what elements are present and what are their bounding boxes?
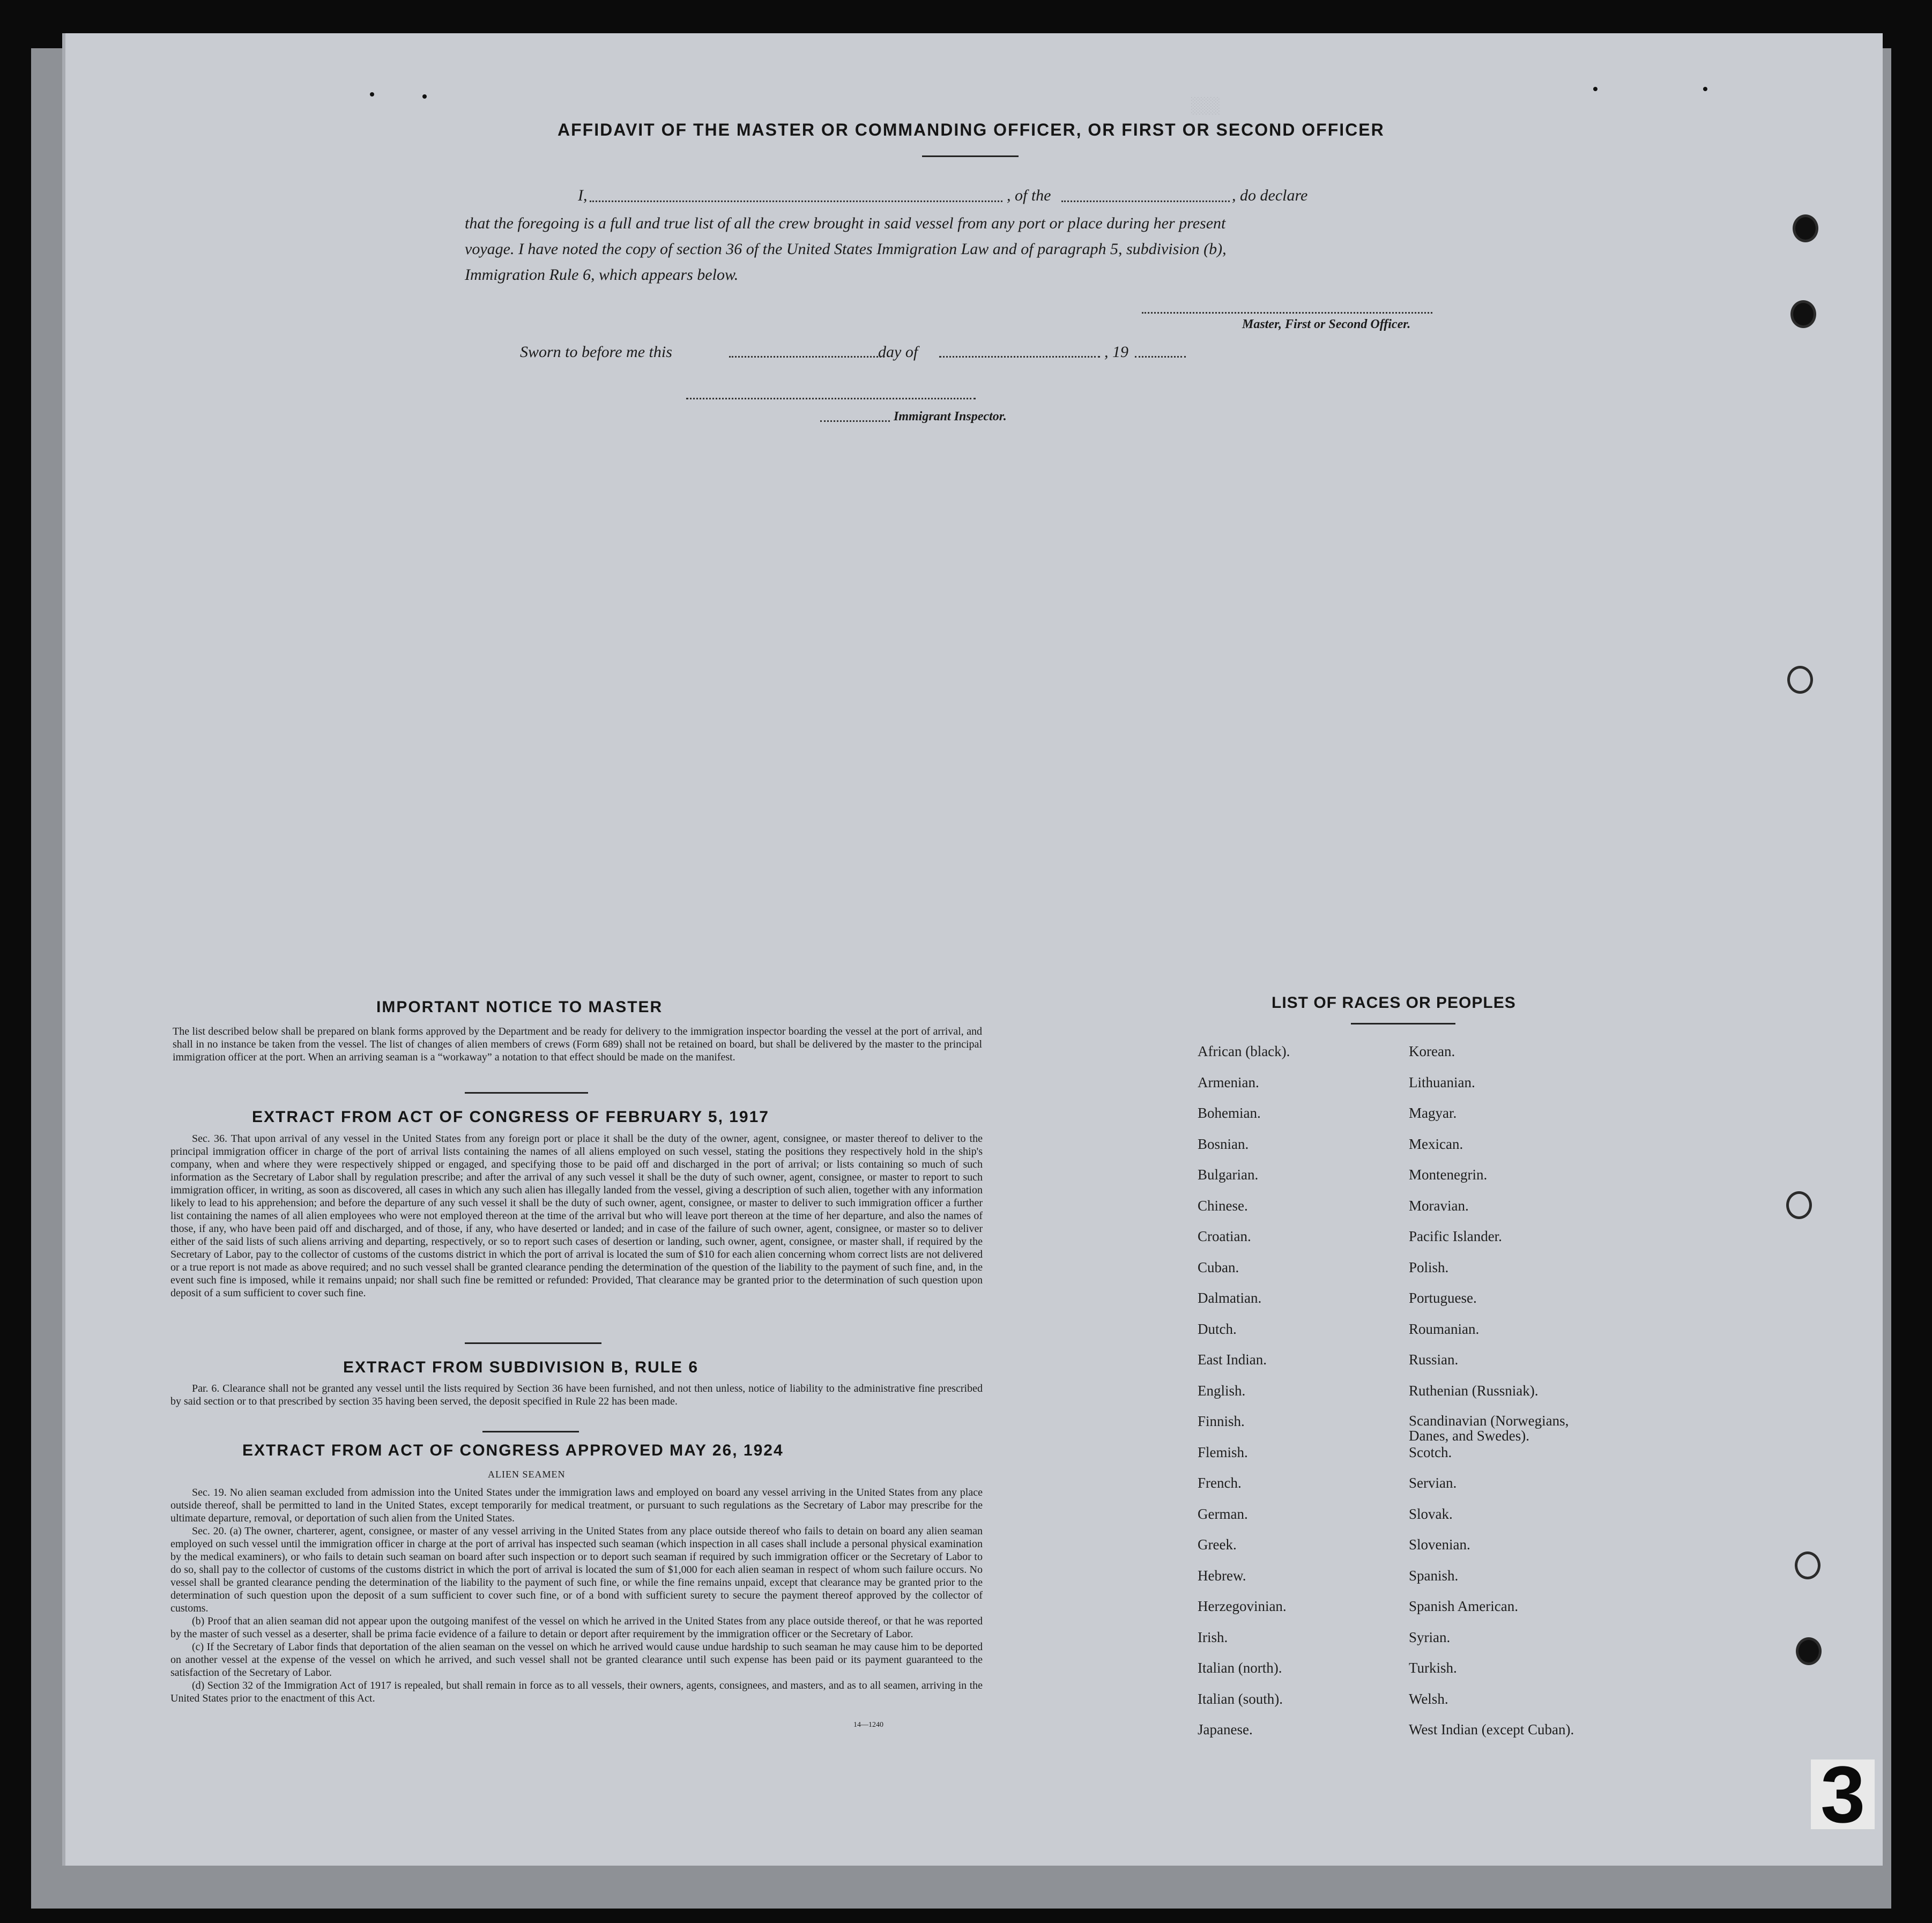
do-declare-label: , do declare bbox=[1232, 187, 1308, 204]
race-item: Magyar. bbox=[1409, 1105, 1457, 1121]
name-field[interactable] bbox=[590, 201, 1002, 202]
day-of-label: day of bbox=[878, 343, 918, 361]
race-item: Finnish. bbox=[1198, 1413, 1245, 1429]
vessel-field[interactable] bbox=[1061, 201, 1230, 202]
race-item: Turkish. bbox=[1409, 1660, 1457, 1676]
race-item: Armenian. bbox=[1198, 1074, 1259, 1090]
race-item: English. bbox=[1198, 1382, 1246, 1399]
page-number: 3 bbox=[1811, 1759, 1875, 1829]
race-item: Bulgarian. bbox=[1198, 1167, 1259, 1183]
race-item: Japanese. bbox=[1198, 1721, 1253, 1738]
extract-rule6-body: Par. 6. Clearance shall not be granted any vessel until the lists required by Section 36 have been furnished, and not then unless, notice of liability to the administrative fine prescribed by said section or to that prescribed by section 35 having been served, the deposit specified in Rule 22 has been made. bbox=[170, 1383, 983, 1407]
extract-1917-rule bbox=[465, 1342, 601, 1344]
sworn-year-field[interactable] bbox=[1135, 356, 1186, 358]
inspector-lead-line bbox=[820, 420, 890, 422]
race-item: Croatian. bbox=[1198, 1228, 1251, 1244]
race-item: East Indian. bbox=[1198, 1352, 1267, 1368]
ink-speck bbox=[370, 92, 374, 96]
inspector-caption: Immigrant Inspector. bbox=[894, 410, 1007, 424]
race-item: Scandinavian (Norwegians, Danes, and Swedes). bbox=[1409, 1413, 1569, 1444]
extract-1924-subtitle: ALIEN SEAMEN bbox=[488, 1469, 566, 1480]
sworn-day-field[interactable] bbox=[729, 356, 885, 358]
inspector-signature-field[interactable] bbox=[686, 398, 976, 399]
race-item: African (black). bbox=[1198, 1043, 1290, 1059]
notice-body: The list described below shall be prepared on blank forms approved by the Department and be ready for delivery to the immigration inspector boarding the vessel at the port of arrival, and shall in no instance be taken from the vessel. The list of changes of alien members of crews (Form 689) shall not be retained on board, but shall be delivered by the master to the principal immigration officer at the port. When an arriving seaman is a “workaway” a notation to that effect should be made on the manifest. bbox=[173, 1026, 982, 1063]
race-item: Slovenian. bbox=[1409, 1536, 1470, 1553]
binder-hole bbox=[1786, 1191, 1812, 1219]
race-item: French. bbox=[1198, 1475, 1242, 1491]
race-item: Russian. bbox=[1409, 1352, 1459, 1368]
race-item: Italian (south). bbox=[1198, 1690, 1283, 1707]
race-item: Irish. bbox=[1198, 1629, 1228, 1645]
race-item: Italian (north). bbox=[1198, 1660, 1282, 1676]
race-item: Herzegovinian. bbox=[1198, 1598, 1287, 1614]
race-item: Greek. bbox=[1198, 1536, 1237, 1553]
race-item: Servian. bbox=[1409, 1475, 1457, 1491]
extract-1917-title: EXTRACT FROM ACT OF CONGRESS OF FEBRUARY 5, 1917 bbox=[252, 1108, 769, 1126]
race-item: Mexican. bbox=[1409, 1135, 1463, 1152]
extract-rule6-rule bbox=[482, 1431, 579, 1432]
ink-speck bbox=[422, 94, 427, 99]
race-item: Lithuanian. bbox=[1409, 1074, 1475, 1090]
ink-speck bbox=[1703, 87, 1707, 91]
race-item: Dalmatian. bbox=[1198, 1290, 1262, 1306]
master-signature-field[interactable] bbox=[1142, 312, 1432, 314]
sec-19: Sec. 19. No alien seaman excluded from admission into the United States under the immigration laws and employed on board any vessel arriving in the United States from any place outside thereof, shall be permitted to land in the United States, except temporarily for medical treatment, or pursuant to such regulations as the Secretary of Labor may prescribe for the ultimate departure, removal, or deportation of such alien from the United States. bbox=[170, 1487, 983, 1524]
document-page bbox=[65, 33, 1883, 1866]
bleed-through-text: ░░░ bbox=[1191, 98, 1221, 116]
title-rule bbox=[922, 155, 1019, 157]
extract-1917-body: Sec. 36. That upon arrival of any vessel in the United States from any foreign port or place it shall be the duty of the owner, agent, consignee, or master thereof to deliver to the principal immigration officer in charge of the port of arrival lists containing the names of all aliens employed on such vessel, stating the positions they respectively hold in the ship's company, when and where they were respectively shipped or engaged, and specifying those to be paid off and discharged in the port of arrival; or lists containing so much of such information as the Secretary of Labor shall by regulation prescribe; and after the arrival of any such vessel it shall be the duty of such owner, agent, consignee, or master to report to such immigration officer, in writing, as soon as discovered, all cases in which any such alien has illegally landed from the vessel, giving a description of such alien, together with any information likely to lead to his apprehension; and before the departure of any such vessel it shall be the duty of such owner, agent, consignee, or master to deliver to such immigration officer a further list containing the names of all alien employees who were not employed thereon at the time of the arrival but who will leave port thereon at the time of her departure, and also the names of those, if any, who have been paid off and discharged, and of those, if any, who have deserted or landed; and in case of the failure of such owner, agent, consignee, or master so to deliver either of the said lists of such aliens arriving and departing, respectively, or so to report such cases of desertion or landing, such owner, agent, consignee, or master shall, if required by the Secretary of Labor, pay to the collector of customs of the customs district in which the port of arrival is located the sum of $10 for each alien concerning whom correct lists are not delivered or a true report is not made as above required; and no such vessel shall be granted clearance pending the determination of the question of the liability to the payment of such fine, and, in the event such fine is imposed, while it remains unpaid; nor shall such fine be remitted or refunded: Provided, That clearance may be granted prior to the determination of such question upon deposit of a sum sufficient to cover such fine. bbox=[170, 1133, 983, 1299]
ink-speck bbox=[1593, 87, 1597, 91]
binder-hole bbox=[1787, 666, 1813, 694]
race-item: Bohemian. bbox=[1198, 1105, 1261, 1121]
sec-20b: (b) Proof that an alien seaman did not appear upon the outgoing manifest of the vessel on which he arrived in the United States from any place outside thereof, or that he was reported by the master of such vessel as a deserter, shall be prima facie evidence of a failure to detain or deport after requirement by the immigration officer or the Secretary of Labor. bbox=[170, 1615, 983, 1640]
race-item: Welsh. bbox=[1409, 1690, 1448, 1707]
race-item: West Indian (except Cuban). bbox=[1409, 1721, 1574, 1738]
race-item: Cuban. bbox=[1198, 1259, 1239, 1275]
binder-hole bbox=[1793, 214, 1818, 242]
race-item: Korean. bbox=[1409, 1043, 1455, 1059]
race-item: Dutch. bbox=[1198, 1320, 1237, 1337]
binder-hole bbox=[1795, 1551, 1820, 1579]
race-item: Flemish. bbox=[1198, 1444, 1248, 1460]
race-item: Moravian. bbox=[1409, 1197, 1469, 1214]
race-item: Chinese. bbox=[1198, 1197, 1248, 1214]
race-item: Spanish American. bbox=[1409, 1598, 1518, 1614]
of-the-label: , of the bbox=[1007, 187, 1051, 204]
race-item: Roumanian. bbox=[1409, 1320, 1480, 1337]
extract-1924-title: EXTRACT FROM ACT OF CONGRESS APPROVED MAY 26, 1924 bbox=[242, 1442, 784, 1459]
race-item: Scotch. bbox=[1409, 1444, 1452, 1460]
extract-rule6-title: EXTRACT FROM SUBDIVISION B, RULE 6 bbox=[343, 1358, 699, 1376]
sec-20c: (c) If the Secretary of Labor finds that deportation of the alien seaman on the vessel on which he arrived would cause undue hardship to such seaman he may cause him to be deported on another vessel at the expense of the vessel on which he arrived, and such vessel shall not be granted clearance until such expense has been paid or its payment guaranteed to the satisfaction of the Secretary of Labor. bbox=[170, 1641, 983, 1679]
affidavit-line-4: Immigration Rule 6, which appears below. bbox=[465, 266, 739, 284]
race-item: Portuguese. bbox=[1409, 1290, 1477, 1306]
sworn-label: Sworn to before me this bbox=[520, 343, 672, 361]
signature-caption: Master, First or Second Officer. bbox=[1242, 317, 1411, 331]
extract-1924-body bbox=[170, 1486, 983, 1705]
sec-20a: Sec. 20. (a) The owner, charterer, agent, consignee, or master of any vessel arriving in the United States from any place outside thereof who fails to detain on board any alien seaman employed on such vessel until the immigration officer in charge at the port of arrival has inspected such seaman (which inspection in all cases shall include a personal physical examination by the medical examiners), or who fails to detain such seaman on board after such inspection or to deport such seaman if required by such immigration officer or the Secretary of Labor to do so, shall pay to the collector of customs of the customs district in which the port of arrival is located the sum of $1,000 for each alien seaman in respect of whom such failure occurs. No vessel shall be granted clearance pending the determination of the liability to the payment of such fine, or while the fine remains unpaid, except that clearance may be granted prior to the determination of such question upon the deposit of a sum sufficient to cover such fine, or of a bond with sufficient surety to secure the payment thereof approved by the collector of customs. bbox=[170, 1525, 983, 1614]
race-item: Spanish. bbox=[1409, 1567, 1459, 1584]
i-label: I, bbox=[578, 187, 588, 204]
race-item: Bosnian. bbox=[1198, 1135, 1249, 1152]
affidavit-line-2: that the foregoing is a full and true list of all the crew brought in said vessel from any port or place during her present bbox=[465, 214, 1226, 232]
notice-rule bbox=[465, 1092, 588, 1094]
sworn-month-field[interactable] bbox=[939, 356, 1100, 358]
race-item: German. bbox=[1198, 1505, 1248, 1522]
race-item: Montenegrin. bbox=[1409, 1167, 1488, 1183]
notice-title: IMPORTANT NOTICE TO MASTER bbox=[376, 998, 663, 1016]
race-item: Polish. bbox=[1409, 1259, 1449, 1275]
races-rule bbox=[1351, 1023, 1455, 1024]
affidavit-line-3: voyage. I have noted the copy of section 36 of the United States Immigration Law and of paragraph 5, subdivision (b), bbox=[465, 240, 1227, 258]
sec-20d: (d) Section 32 of the Immigration Act of 1917 is repealed, but shall remain in force as to all vessels, their owners, agents, consignees, and masters, and as to all seamen, arriving in the United States prior to the enactment of this Act. bbox=[170, 1680, 983, 1704]
affidavit-title: AFFIDAVIT OF THE MASTER OR COMMANDING OFFICER, OR FIRST OR SECOND OFFICER bbox=[558, 120, 1385, 139]
binder-hole bbox=[1796, 1637, 1822, 1665]
race-item: Pacific Islander. bbox=[1409, 1228, 1502, 1244]
year-label: , 19 bbox=[1104, 343, 1128, 361]
form-number: 14—1240 bbox=[853, 1721, 883, 1729]
race-item: Ruthenian (Russniak). bbox=[1409, 1382, 1539, 1399]
race-item: Hebrew. bbox=[1198, 1567, 1246, 1584]
race-item: Slovak. bbox=[1409, 1505, 1453, 1522]
binder-hole bbox=[1790, 300, 1816, 328]
race-item: Syrian. bbox=[1409, 1629, 1451, 1645]
races-title: LIST OF RACES OR PEOPLES bbox=[1272, 994, 1516, 1012]
